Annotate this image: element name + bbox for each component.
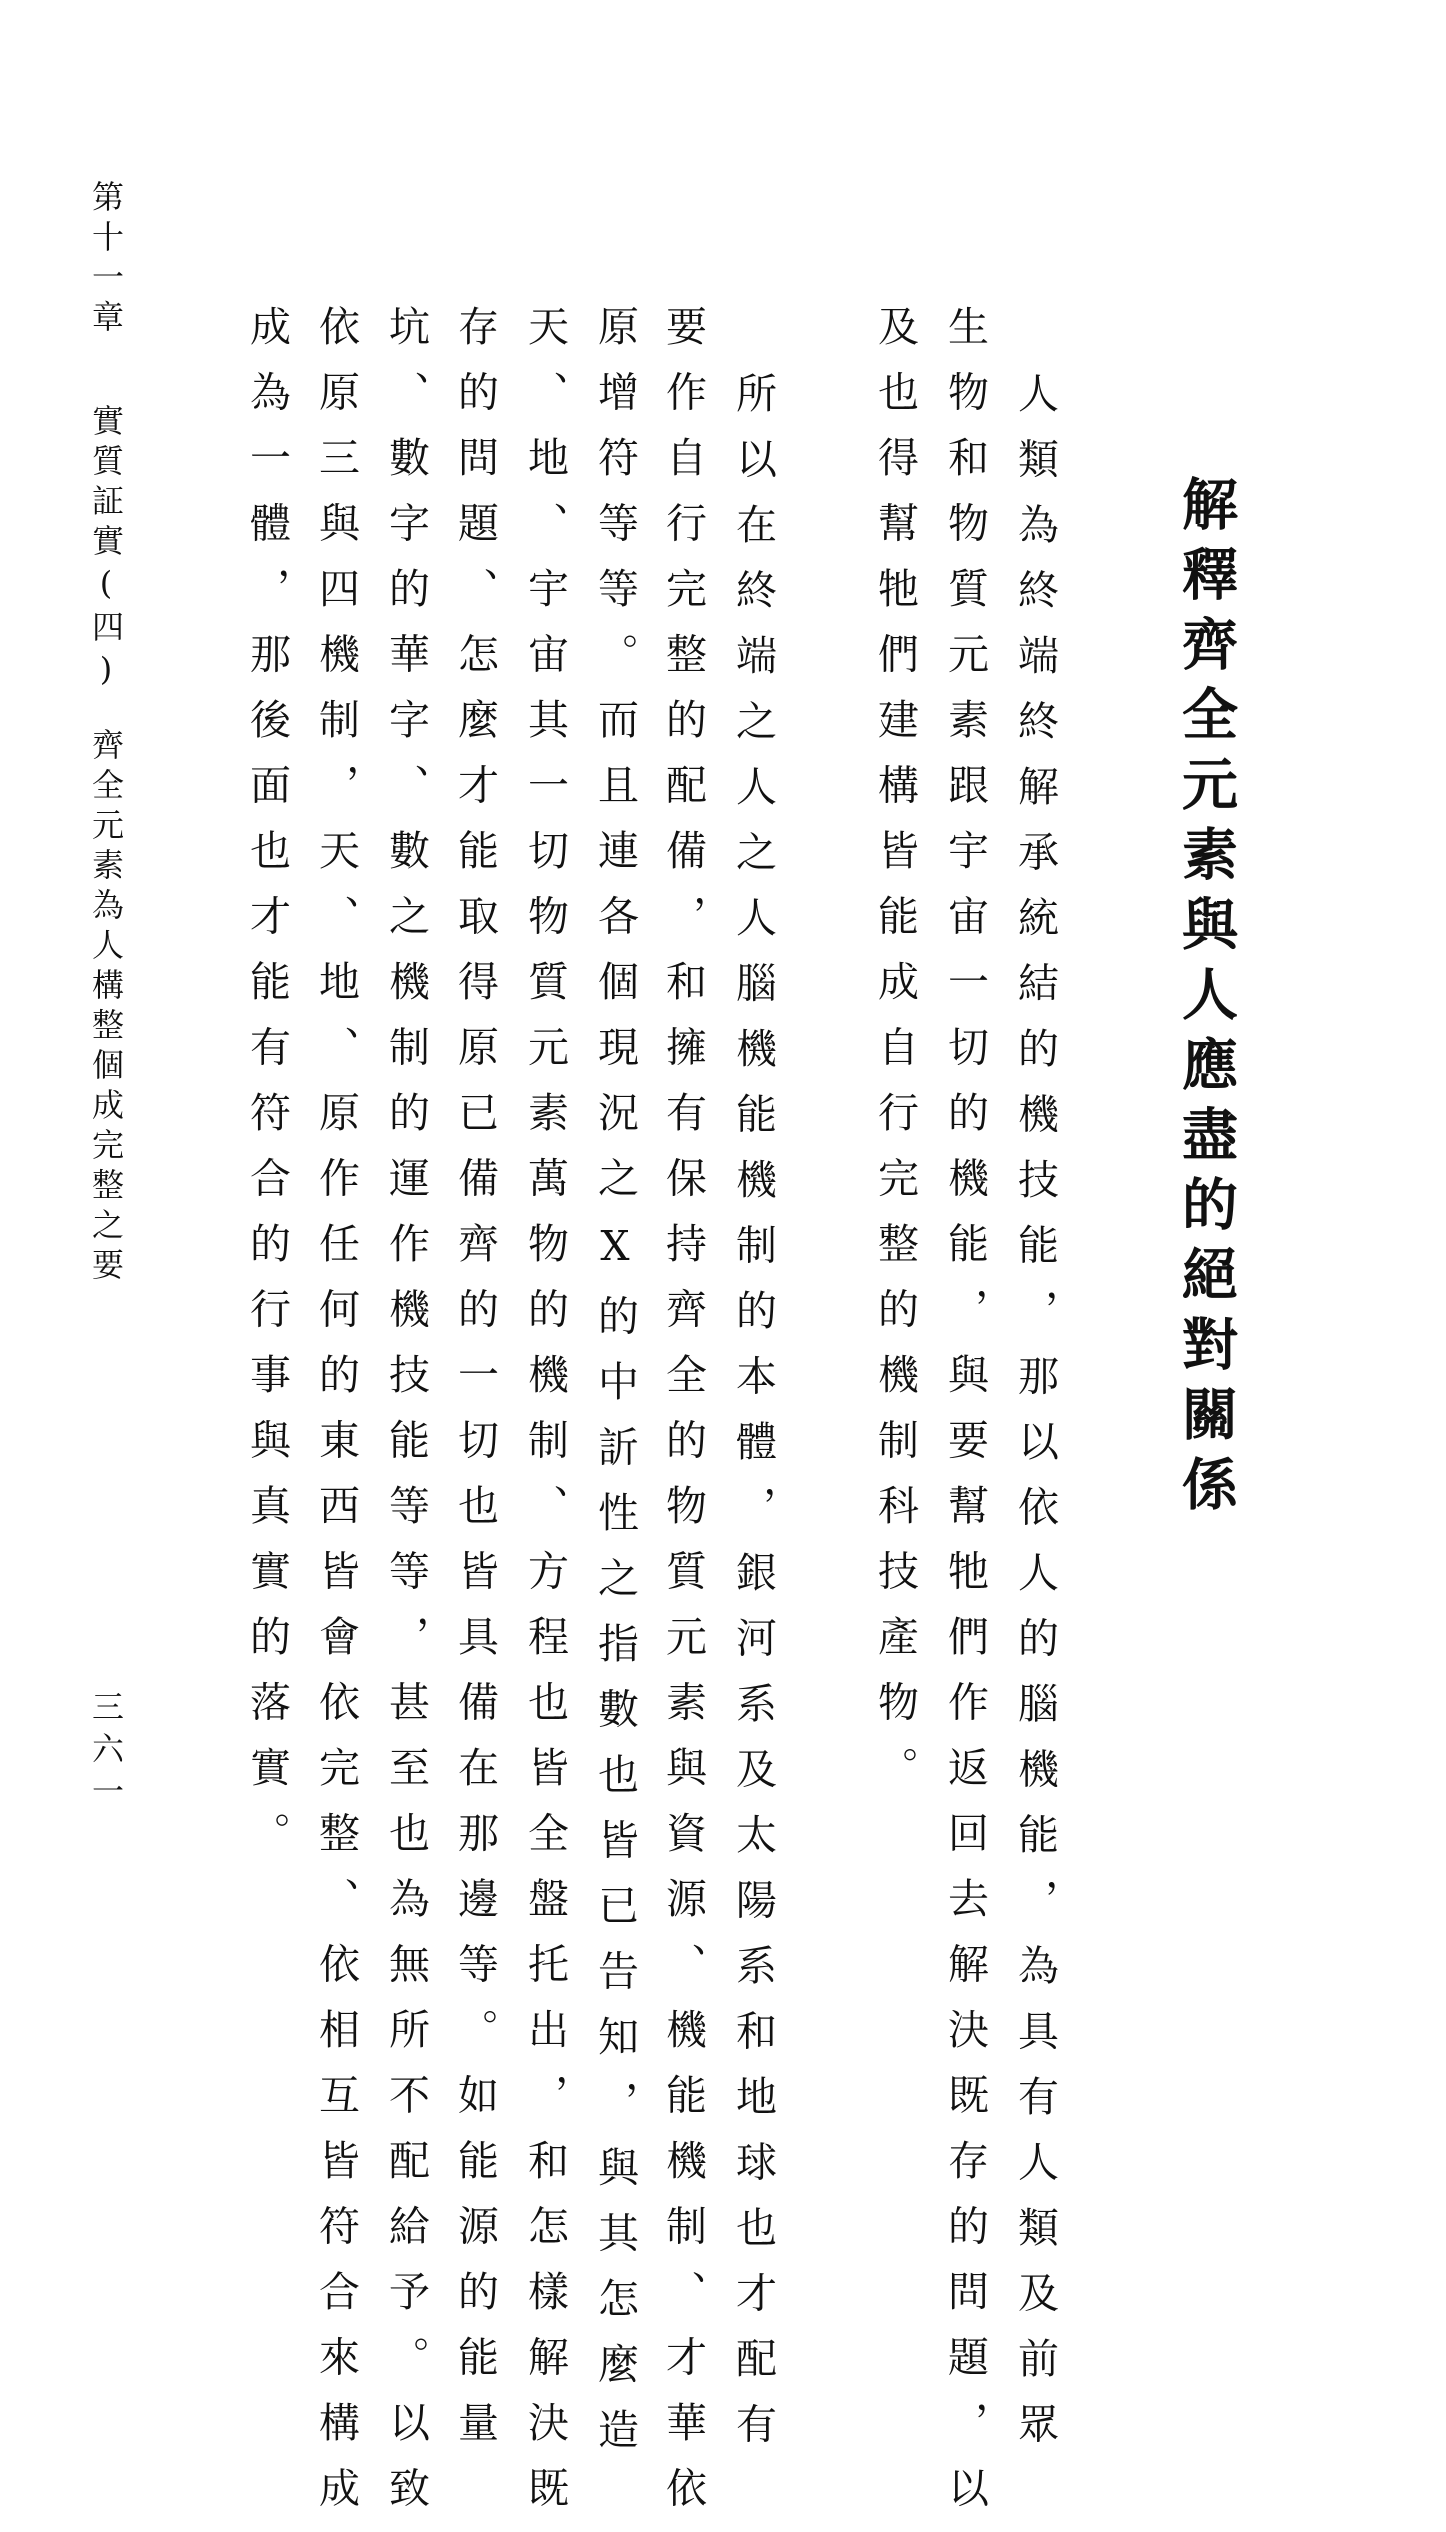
paragraph-2-line-8: 成為一體，那後面也才能有符合的行事與真實的落實。	[243, 305, 291, 1877]
running-head-chapter: 第十一章	[87, 180, 125, 340]
page-number: 三六一	[87, 1690, 125, 1816]
paragraph-2-line-6: 坑、數字的華字、數之機制的運作機技能等等，甚至也為無所不配給予。以致	[382, 305, 430, 2532]
running-head	[82, 180, 130, 1288]
running-head-topic: 齊全元素為人構整個成完整之要	[87, 728, 125, 1288]
page-title: 解釋齊全元素與人應盡的絕對關係	[1173, 475, 1238, 1525]
paragraph-1-line-3: 及也得幫牠們建構皆能成自行完整的機制科技產物。	[871, 305, 919, 1812]
running-head-gap	[87, 340, 125, 404]
paragraph-2-line-1: 所以在終端之人之人腦機能機制的本體，銀河系及太陽系和地球也才配有	[729, 372, 777, 2468]
paragraph-2-line-7: 依原三與四機制，天、地、原作任何的東西皆會依完整、依相互皆符合來構成	[312, 305, 360, 2532]
paragraph-1-line-1: 人類為終端終解承統結的機技能，那以依人的腦機能，為具有人類及前眾	[1011, 372, 1059, 2468]
paragraph-2-line-2: 要作自行完整的配備，和擁有保持齊全的物質元素與資源、機能機制、才華依	[659, 305, 707, 2532]
paragraph-2-line-5: 存的問題、怎麼才能取得原已備齊的一切也皆具備在那邊等。如能源的能量	[451, 305, 499, 2467]
paragraph-2-line-3: 原增符等等。而且連各個現況之X的中訢性之指數也皆已告知，與其怎麼造	[591, 305, 639, 2474]
paragraph-1-line-2: 生物和物質元素跟宇宙一切的機能，與要幫牠們作返回去解決既存的問題，以	[941, 305, 989, 2532]
paragraph-2-line-4: 天、地、宇宙其一切物質元素萬物的機制、方程也皆全盤托出，和怎樣解決既	[521, 305, 569, 2532]
running-head-section: 實質証實(四)	[87, 404, 125, 696]
running-head-gap	[87, 696, 125, 728]
